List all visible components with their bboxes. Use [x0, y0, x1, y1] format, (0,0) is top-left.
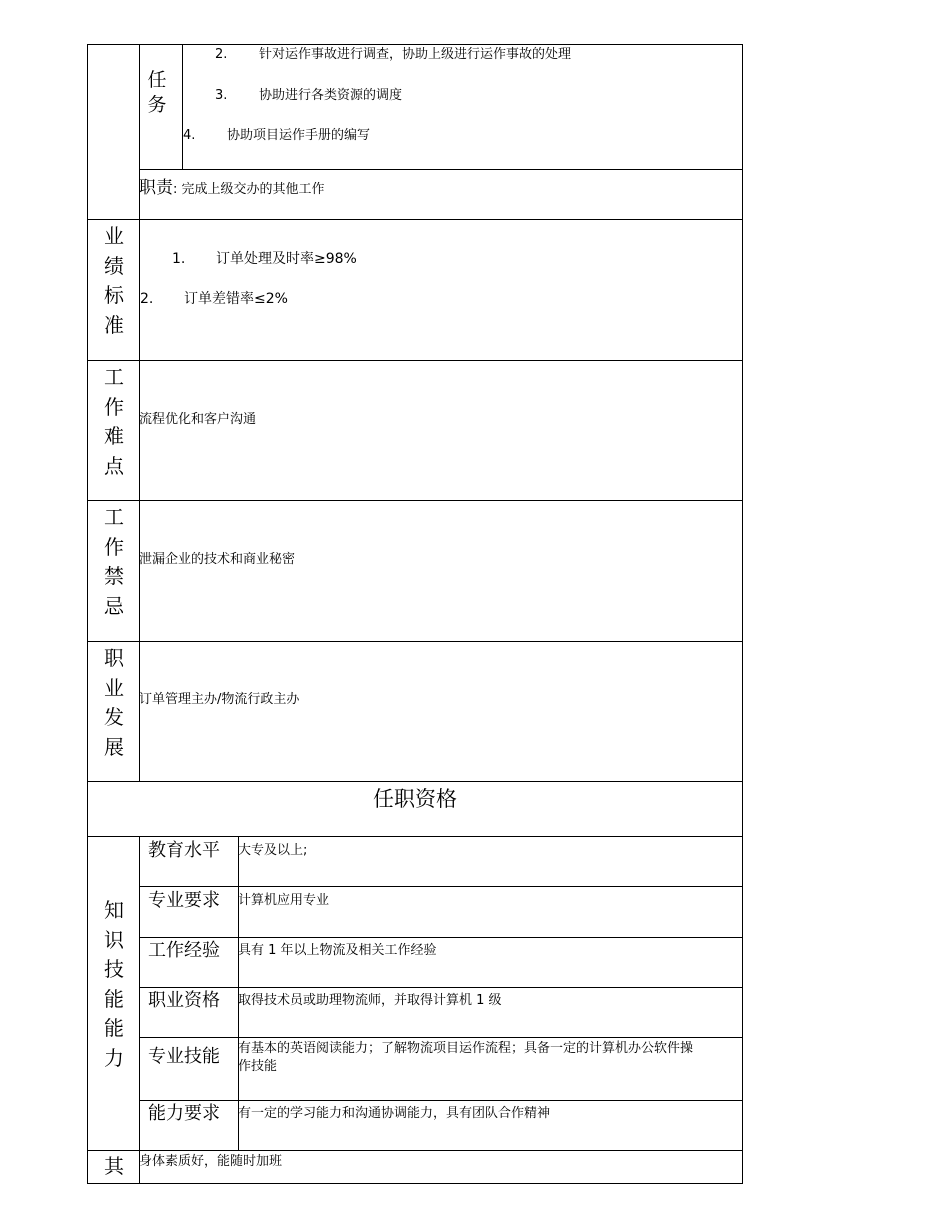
- row-label: 工作经验: [148, 940, 220, 961]
- row-value: 有基本的英语阅读能力；了解物流项目运作流程；具备一定的计算机办公软件操 作技能: [238, 1041, 694, 1074]
- item-text: 协助项目运作手册的编写: [227, 128, 371, 143]
- career-label: 职 业 发 展: [104, 646, 124, 759]
- row-value: 有一定的学习能力和沟通协调能力，具有团队合作精神: [238, 1106, 551, 1121]
- qualification-group-label: 知 识 技 能 能 力: [104, 898, 124, 1070]
- responsibility-label: 职责: [139, 178, 173, 198]
- difficulty-text: 流程优化和客户沟通: [139, 412, 257, 427]
- item-number: 1.: [172, 251, 186, 267]
- item-text: 订单差错率≤2%: [184, 291, 288, 307]
- other-label: 其: [104, 1154, 124, 1178]
- career-text: 订单管理主办/物流行政主办: [139, 692, 300, 707]
- row-label: 职业资格: [148, 990, 220, 1011]
- row-label: 专业技能: [148, 1046, 220, 1067]
- row-value: 大专及以上;: [238, 843, 308, 858]
- prohibition-label: 工 作 禁 忌: [104, 505, 124, 618]
- row-value: 具有 1 年以上物流及相关工作经验: [238, 943, 437, 958]
- duty-responsibility: [139, 173, 325, 198]
- difficulty-label: 工 作 难 点: [104, 365, 124, 478]
- row-label: 能力要求: [148, 1103, 220, 1124]
- performance-item: [140, 290, 288, 308]
- duty-item: [215, 46, 571, 64]
- performance-item: [172, 250, 357, 268]
- performance-label: 业 绩 标 准: [104, 224, 124, 337]
- row-value: 取得技术员或助理物流师，并取得计算机 1 级: [238, 993, 502, 1008]
- item-number: 2.: [140, 291, 154, 307]
- row-label: 教育水平: [148, 840, 220, 861]
- item-number: 4.: [183, 128, 196, 143]
- duty-item: [183, 127, 370, 145]
- qualification-title: 任职资格: [373, 787, 457, 811]
- item-number: 3.: [215, 88, 228, 103]
- row-value: 计算机应用专业: [238, 893, 330, 908]
- row-label: 专业要求: [148, 890, 220, 911]
- item-text: 订单处理及时率≥98%: [216, 251, 357, 267]
- responsibility-text: : 完成上级交办的其他工作: [173, 182, 325, 197]
- item-text: 协助进行各类资源的调度: [259, 88, 403, 103]
- other-text: 身体素质好，能随时加班: [139, 1154, 283, 1169]
- item-text: 针对运作事故进行调查，协助上级进行运作事故的处理: [259, 47, 572, 62]
- duty-task-label: 任 务: [147, 69, 167, 116]
- duty-item: [215, 87, 402, 105]
- prohibition-text: 泄漏企业的技术和商业秘密: [139, 552, 296, 567]
- item-number: 2.: [215, 47, 228, 62]
